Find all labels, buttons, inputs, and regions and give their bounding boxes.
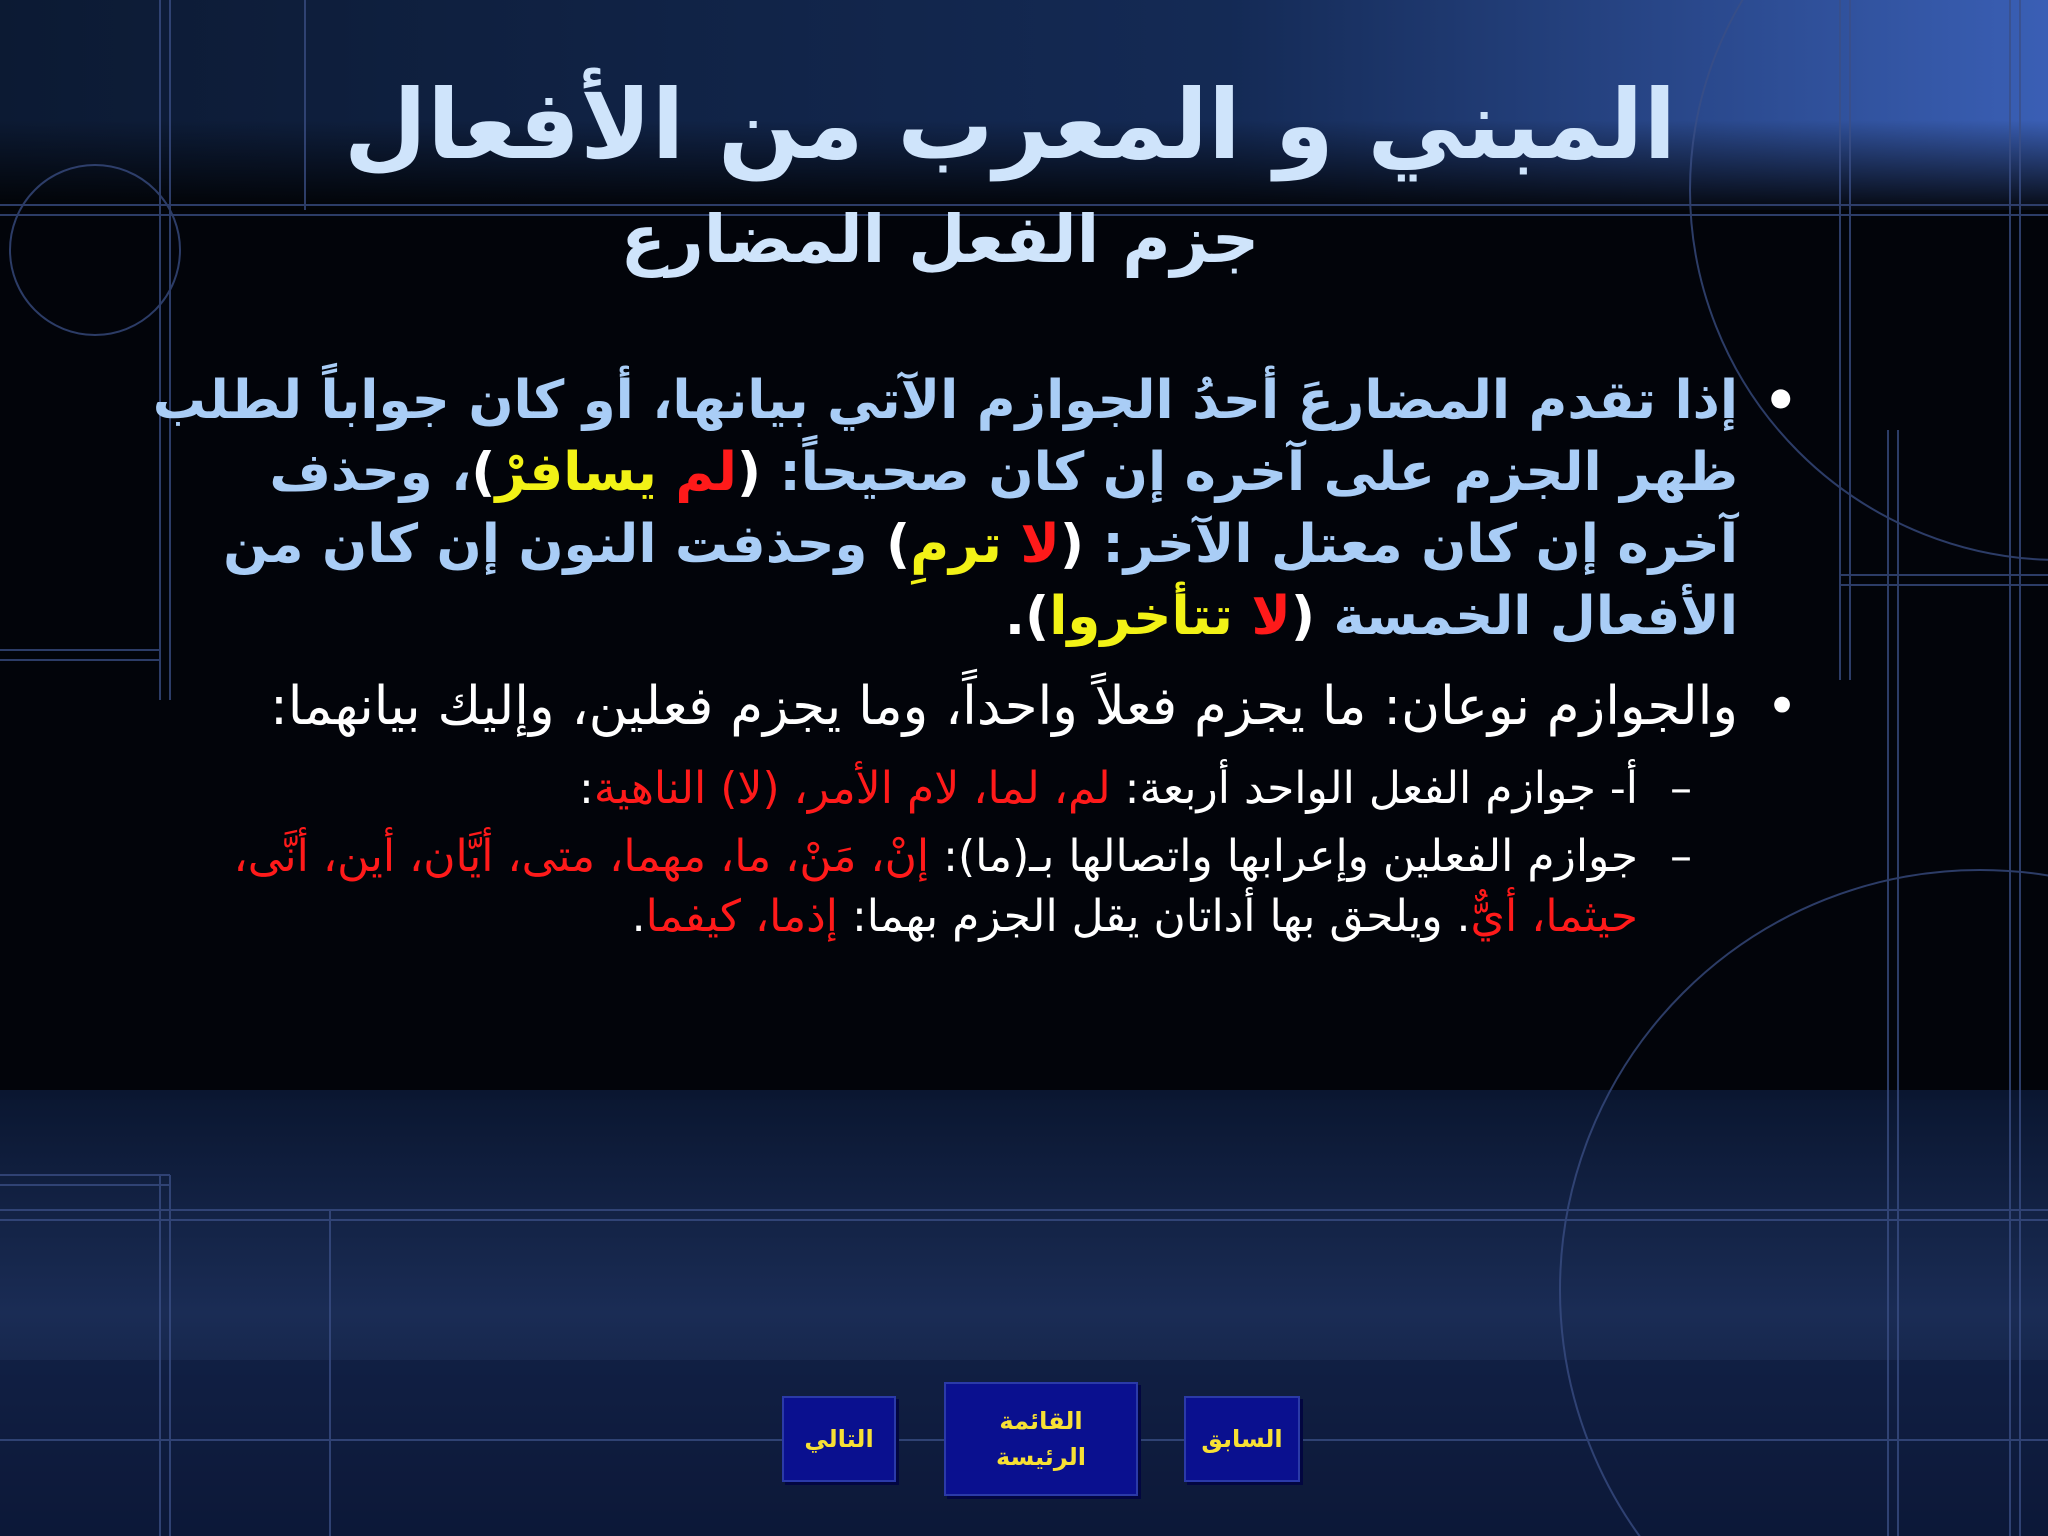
bullet-text: وحذفت النون إن كان من الأفعال الخمسة <box>223 514 1738 647</box>
main-menu-label-line2: الرئيسة <box>996 1443 1086 1471</box>
example-paren-open: ( <box>1059 514 1085 575</box>
dash-icon: – <box>1670 763 1692 814</box>
example-verb: ترمِ <box>910 514 1021 575</box>
example-paren-open: ( <box>1290 586 1316 647</box>
example-particle: لم <box>675 442 737 503</box>
slide-subtitle: جزم الفعل المضارع <box>620 201 1260 278</box>
dash-icon: – <box>1670 831 1692 882</box>
example-particle: لا <box>1251 586 1291 647</box>
example-paren-open: ( <box>736 442 762 503</box>
sub-bullet-double-jussive <box>150 827 1810 947</box>
example-verb: تتأخروا <box>1049 586 1252 647</box>
next-button[interactable] <box>782 1396 896 1482</box>
example-paren-close: ) <box>471 442 496 503</box>
bullet-dot-icon: • <box>1766 675 1798 738</box>
particles-list: لم، لما، لام الأمر، (لا) الناهية <box>593 763 1111 814</box>
main-menu-button-label <box>996 1403 1086 1475</box>
bullet-types <box>150 669 1810 745</box>
bullet-dot-icon: • <box>1763 369 1798 432</box>
sub-bullet-text: . ويلحق بها أداتان يقل الجزم بهما: <box>837 891 1471 942</box>
example-particle: لا <box>1020 514 1060 575</box>
particles-list: إذما، كيفما <box>645 891 838 942</box>
bullet-text: والجوازم نوعان: ما يجزم فعلاً واحداً، وما يجزم فعلين، وإليك بيانهما: <box>269 676 1738 737</box>
main-menu-button[interactable] <box>944 1382 1138 1496</box>
sub-bullet-single-jussive <box>150 759 1710 819</box>
previous-button-label: السابق <box>1201 1425 1283 1453</box>
previous-button[interactable] <box>1184 1396 1300 1482</box>
example-verb: يسافرْ <box>495 442 676 503</box>
main-menu-label-line1: القائمة <box>999 1407 1083 1435</box>
next-button-label: التالي <box>804 1425 874 1453</box>
bullet-text: ، وحذف آخره إن كان معتل الآخر: <box>269 442 1738 575</box>
example-paren-close: ). <box>1004 586 1050 647</box>
slide-title: المبني و المعرب من الأفعال <box>343 69 1677 181</box>
sub-bullet-end: . <box>631 891 646 942</box>
sub-bullet-text: أ- جوازم الفعل الواحد أربعة: <box>1110 763 1638 814</box>
sub-bullet-end: : <box>579 763 594 814</box>
bullet-text: إذا تقدم المضارعَ أحدُ الجوازم الآتي بيانها، أو كان جواباً لطلب ظهر الجزم على آخره إن كان صحيحاً: <box>152 370 1738 503</box>
bullet-conditions <box>150 365 1810 653</box>
slide-body <box>150 365 1810 947</box>
sub-bullet-text: جوازم الفعلين وإعرابها واتصالها بـ(ما): <box>929 831 1638 882</box>
example-paren-close: ) <box>885 514 911 575</box>
particles-list: إنْ، مَنْ، ما، مهما، متى، أيَّان، أين، أنَّى، حيثما، أيٌّ <box>233 831 1638 942</box>
